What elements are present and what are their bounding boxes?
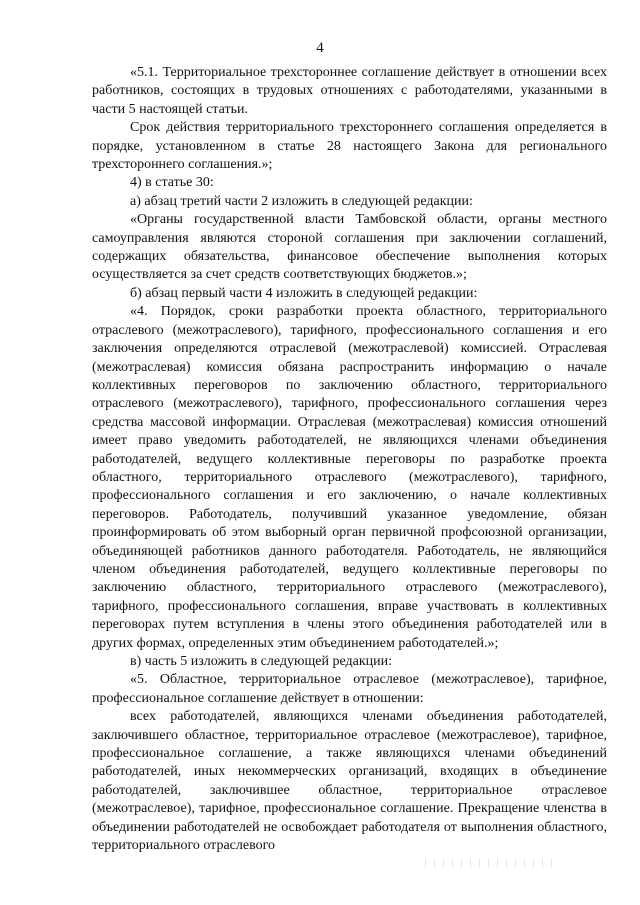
scan-artifact [425, 858, 555, 868]
paragraph-state-bodies: «Органы государственной власти Тамбовской области, органы местного самоуправления являются стороной соглашения при заключении соглашений, содержащих обязательства, финансовое обеспечение выполнения которых осуществляется за счет средств соответствующих бюджетов.»; [92, 212, 607, 283]
document-body [92, 64, 607, 855]
paragraph-all-employers: всех работодателей, являющихся членами объединения работодателей, заключившего областное, территориальное отраслевое (межотраслевое), тарифное, профессиональное соглашение, а также являющихся членами объединений работодателей, иных некоммерческих организаций, входящих в объединение работодателей, заключившее областное, территориальное отраслевое (межотраслевое), тарифное, профессиональное соглашение. Прекращение членства в объединении работодателей не освобождает работодателя от выполнения областного, территориального отраслевого [92, 709, 607, 854]
paragraph-item-v: в) часть 5 изложить в следующей редакции: [130, 654, 393, 669]
paragraph-item-b: б) абзац первый части 4 изложить в следующей редакции: [130, 285, 478, 301]
paragraph-clause-5: «5. Областное, территориальное отраслевое (межотраслевое), тарифное, профессиональное соглашение действует в отношении: [92, 672, 607, 706]
page-number: 4 [316, 40, 324, 56]
paragraph-item-a: а) абзац третий части 2 изложить в следующей редакции: [130, 193, 473, 209]
paragraph-5-1: «5.1. Территориальное трехстороннее соглашение действует в отношении всех работников, состоящих в трудовых отношениях с работодателями, указанными в части 5 настоящей статьи. [92, 65, 607, 117]
paragraph-term: Срок действия территориального трехстороннего соглашения определяется в порядке, установленном в статье 28 настоящего Закона для регионального трехстороннего соглашения.»; [92, 120, 607, 173]
paragraph-item-4: 4) в статье 30: [130, 175, 214, 191]
paragraph-clause-4: «4. Порядок, сроки разработки проекта областного, территориального отраслевого (межотраслевого), тарифного, профессионального соглашения и его заключения определяются отраслевой (межотраслевой) комиссией. Отраслевая (межотраслевая) комиссия обязана распространить информацию о начале коллективных переговоров по заключению областного, территориального отраслевого (межотраслевого), тарифного, профессионального соглашения через средства массовой информации. Отраслевая (межотраслевая) комиссия отношений имеет право уведомить работодателей, не являющихся членами объединения работодателей, ведущего коллективные переговоры по разработке проекта областного, территориального отраслевого (межотраслевого), тарифного, профессионального соглашения и его заключению, о начале коллективных переговоров. Работодатель, получивший указанное уведомление, обязан проинформировать об этом выборный орган первичной профсоюзной организации, объединяющей работников данного работодателя. Работодатель, не являющийся членом объединения работодателей, ведущего коллективные переговоры по заключению областного, территориального отраслевого (межотраслевого), тарифного, профессионального соглашения, вправе участвовать в коллективных переговорах путем вступления в члены этого объединения работодателей или в других формах, определенных этим объединением работодателей.»; [92, 304, 607, 651]
